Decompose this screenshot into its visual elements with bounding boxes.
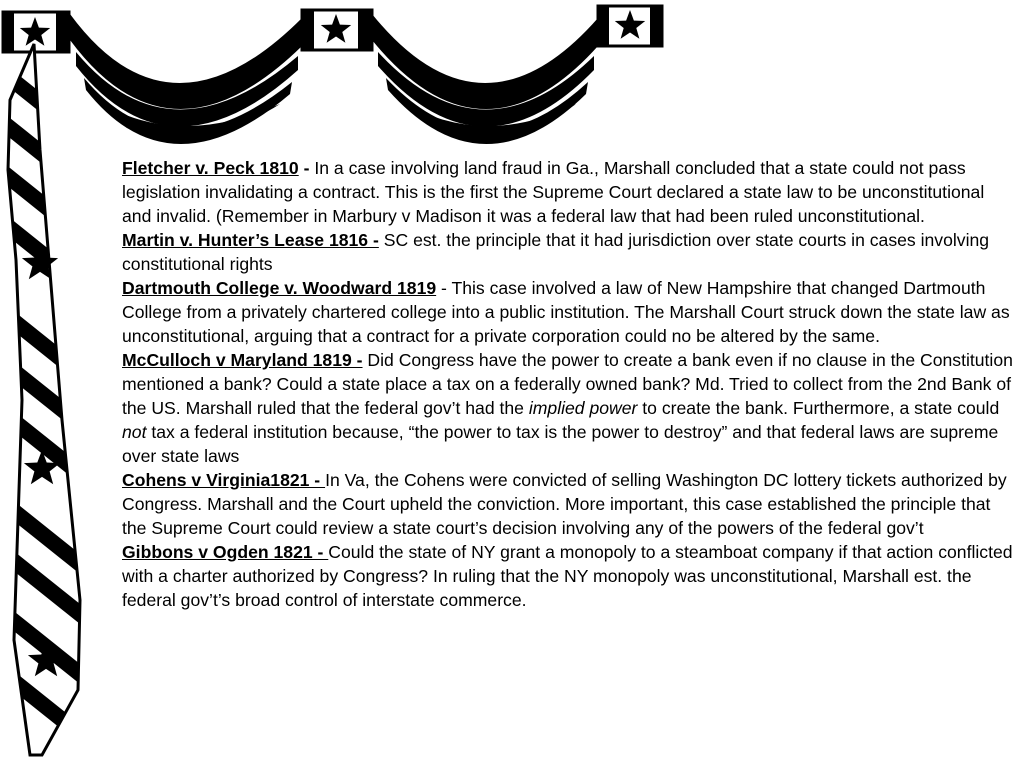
case-title: Dartmouth College v. Woodward 1819 <box>122 278 437 298</box>
case-description: In Va, the Cohens were convicted of selling Washington DC lottery tickets authorized by Congress. Marshall and the Court upheld the conviction. More important, this case established the principle that the Supreme Court could review a state court’s decision involving any of the powers of the federal gov’t <box>122 470 1007 538</box>
court-cases-list <box>122 156 1014 612</box>
star-banner-left <box>3 12 69 52</box>
bunting-swag-right <box>372 14 598 144</box>
case-separator: - <box>298 158 315 178</box>
case-cohens-v-virginia <box>122 468 1014 540</box>
case-dartmouth-college-v-woodward <box>122 276 1014 348</box>
striped-ribbon <box>0 40 100 760</box>
case-description: In a case involving land fraud in Ga., Marshall concluded that a state could not pass legislation invalidating a contract. This is the first the Supreme Court declared a state law to be unconstitutional and invalid. (Remember in Marbury v Madison it was a federal law that had been ruled unconstitutional. <box>122 158 985 226</box>
case-separator: - <box>436 278 452 298</box>
case-title: McCulloch v Maryland 1819 - <box>122 350 363 370</box>
case-title: Martin v. Hunter’s Lease 1816 - <box>122 230 379 250</box>
case-title: Gibbons v Ogden 1821 - <box>122 542 329 562</box>
case-description-part: to create the bank. Furthermore, a state could <box>637 398 1000 418</box>
case-description-part: tax a federal institution because, “the power to tax is the power to destroy” and that federal laws are supreme over state laws <box>122 422 999 466</box>
case-martin-v-hunters-lease <box>122 228 1014 276</box>
case-title: Fletcher v. Peck 1810 <box>122 158 299 178</box>
case-description-part: Did Congress have the power to create a bank even if no clause in the Constitution mentioned a bank? Could a state place a tax on a federally owned bank? Md. Tried to collect from the 2nd Bank of the US. Marshall ruled that the federal gov’t had the <box>122 350 1013 418</box>
case-description: SC est. the principle that it had jurisdiction over state courts in cases involving constitutional rights <box>122 230 990 274</box>
star-banner-right <box>598 6 662 46</box>
case-fletcher-v-peck <box>122 156 1014 228</box>
case-title: Cohens v Virginia1821 - <box>122 470 326 490</box>
star-banner-center <box>302 10 372 50</box>
case-description: Could the state of NY grant a monopoly to a steamboat company if that action conflicted with a charter authorized by Congress? In ruling that the NY monopoly was unconstitutional, Marshall est. the federal gov’t’s broad control of interstate commerce. <box>122 542 1013 610</box>
bunting-swag-left <box>70 14 302 144</box>
emphasis-not: not <box>122 422 147 442</box>
emphasis-implied-power: implied power <box>528 398 638 418</box>
case-gibbons-v-ogden <box>122 540 1014 612</box>
case-mcculloch-v-maryland <box>122 348 1014 468</box>
case-description: This case involved a law of New Hampshire that changed Dartmouth College from a privately chartered college into a public institution. The Marshall Court struck down the state law as unconstitutional, arguing that a contract for a private corporation could no be altered by the same. <box>122 278 1010 346</box>
